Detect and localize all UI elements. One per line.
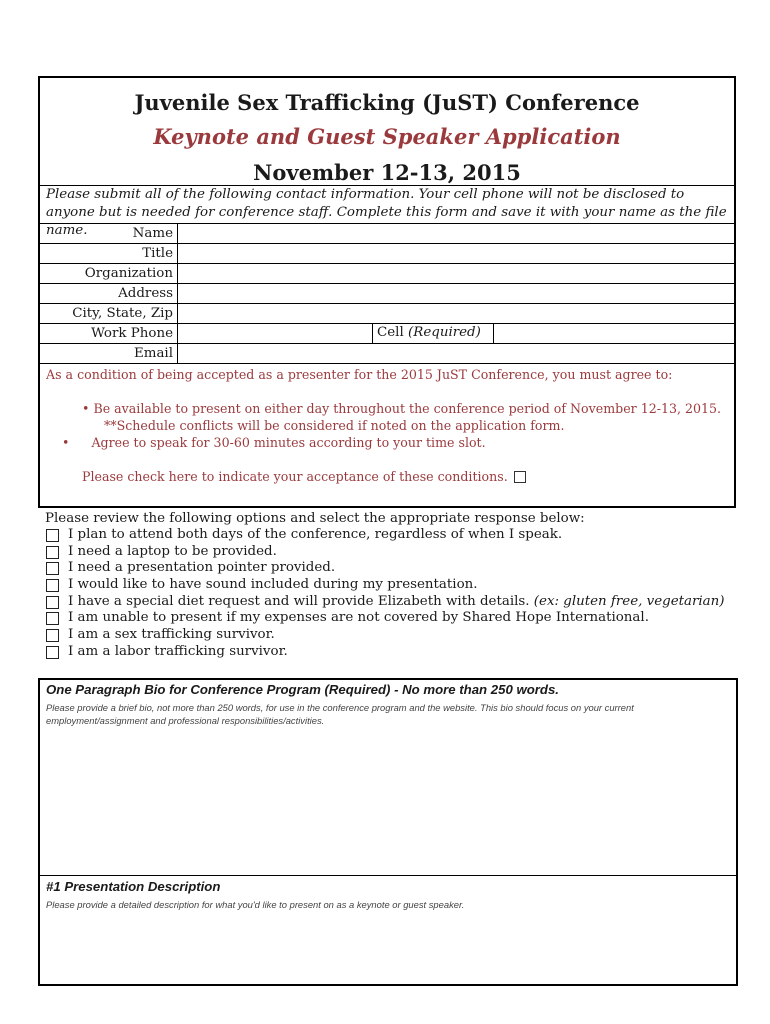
- option-checkbox[interactable]: [46, 579, 59, 592]
- diet-example: (ex: gluten free, vegetarian): [533, 593, 725, 609]
- option-checkbox[interactable]: [46, 546, 59, 559]
- contact-row-phone: [40, 324, 734, 344]
- cell-label: [373, 324, 494, 343]
- bio-help-text: Please provide a brief bio, not more than 250 words, for use in the conference program and the website. This bio should focus on your current employment/assignment and professional responsibilities/activities.: [46, 702, 634, 726]
- organization-field[interactable]: [178, 264, 735, 284]
- condition-item-2: [62, 435, 486, 450]
- page-subtitle: Keynote and Guest Speaker Application: [153, 124, 621, 149]
- option-label: I have a special diet request and will provide Elizabeth with details.: [68, 593, 530, 609]
- city-state-zip-label: City, State, Zip: [40, 304, 178, 324]
- contact-row-email: [40, 344, 734, 364]
- option-checkbox[interactable]: [46, 612, 59, 625]
- option-label: I plan to attend both days of the conference, regardless of when I speak.: [68, 527, 563, 542]
- name-field[interactable]: [178, 224, 735, 244]
- option-checkbox[interactable]: [46, 529, 59, 542]
- header-section: [38, 76, 736, 508]
- option-row: [45, 560, 725, 577]
- conditions-intro: As a condition of being accepted as a presenter for the 2015 JuST Conference, you must agree to:: [46, 367, 673, 382]
- bio-field[interactable]: [40, 728, 736, 874]
- option-label: I need a laptop to be provided.: [68, 543, 277, 559]
- title-field[interactable]: [178, 244, 735, 264]
- presentation-field[interactable]: [40, 916, 736, 984]
- email-label: Email: [40, 344, 178, 364]
- options-intro: Please review the following options and select the appropriate response below:: [45, 511, 585, 526]
- acceptance-row: [82, 469, 526, 484]
- contact-row-organization: [40, 264, 734, 284]
- condition-item-2-text: Agree to speak for 30-60 minutes according to your time slot.: [91, 435, 486, 450]
- bullet-icon: •: [62, 435, 70, 450]
- bio-section: [38, 678, 738, 986]
- divider: [40, 875, 736, 876]
- condition-item-1: [82, 401, 721, 416]
- presentation-help-text: Please provide a detailed description for what you'd like to present on as a keynote or guest speaker.: [46, 899, 465, 910]
- phone-cells: [178, 324, 735, 344]
- contact-table: [40, 223, 734, 364]
- cell-required-text: (Required): [408, 325, 481, 340]
- option-label: I am a sex trafficking survivor.: [68, 627, 275, 643]
- option-row: [45, 544, 725, 561]
- option-row: [45, 627, 725, 644]
- condition-item-1-text: Be available to present on either day throughout the conference period of November 12-13, 2015.: [93, 401, 722, 416]
- work-phone-field[interactable]: [178, 324, 373, 343]
- cell-phone-field[interactable]: [494, 324, 734, 343]
- contact-row-city: [40, 304, 734, 324]
- bullet-icon: •: [82, 401, 90, 416]
- city-state-zip-field[interactable]: [178, 304, 735, 324]
- option-label: I need a presentation pointer provided.: [68, 560, 336, 576]
- option-row: [45, 610, 725, 627]
- option-row: [45, 594, 725, 611]
- option-checkbox[interactable]: [46, 646, 59, 659]
- contact-row-name: [40, 224, 734, 244]
- option-row: [45, 527, 725, 544]
- page-title: Juvenile Sex Trafficking (JuST) Conference: [134, 90, 640, 115]
- instructions-text: Please submit all of the following contact information. Your cell phone will not be disclosed to anyone but is needed for conference staff. Complete this form and save it with your name as the file name.: [46, 187, 727, 238]
- options-section: [45, 511, 725, 661]
- condition-item-1-note: **Schedule conflicts will be considered if noted on the application form.: [104, 418, 565, 433]
- contact-row-address: [40, 284, 734, 304]
- address-field[interactable]: [178, 284, 735, 304]
- option-label: I am unable to present if my expenses are not covered by Shared Hope International.: [68, 610, 649, 626]
- acceptance-text: Please check here to indicate your acceptance of these conditions.: [82, 469, 508, 484]
- contact-row-title: [40, 244, 734, 264]
- option-label: I am a labor trafficking survivor.: [68, 643, 288, 659]
- presentation-title: #1 Presentation Description: [46, 879, 221, 894]
- name-label: Name: [40, 224, 178, 244]
- organization-label: Organization: [40, 264, 178, 284]
- cell-label-text: Cell: [377, 325, 404, 340]
- title-label: Title: [40, 244, 178, 264]
- option-label: I would like to have sound included during my presentation.: [68, 577, 478, 593]
- option-checkbox[interactable]: [46, 629, 59, 642]
- bio-title: One Paragraph Bio for Conference Program (Required) - No more than 250 words.: [46, 682, 559, 697]
- conference-date: November 12-13, 2015: [253, 160, 521, 185]
- option-checkbox[interactable]: [46, 596, 59, 609]
- work-phone-label: Work Phone: [40, 324, 178, 344]
- address-label: Address: [40, 284, 178, 304]
- option-checkbox[interactable]: [46, 562, 59, 575]
- option-row: [45, 644, 725, 661]
- acceptance-checkbox[interactable]: [514, 471, 526, 483]
- email-field[interactable]: [178, 344, 735, 364]
- option-row: [45, 577, 725, 594]
